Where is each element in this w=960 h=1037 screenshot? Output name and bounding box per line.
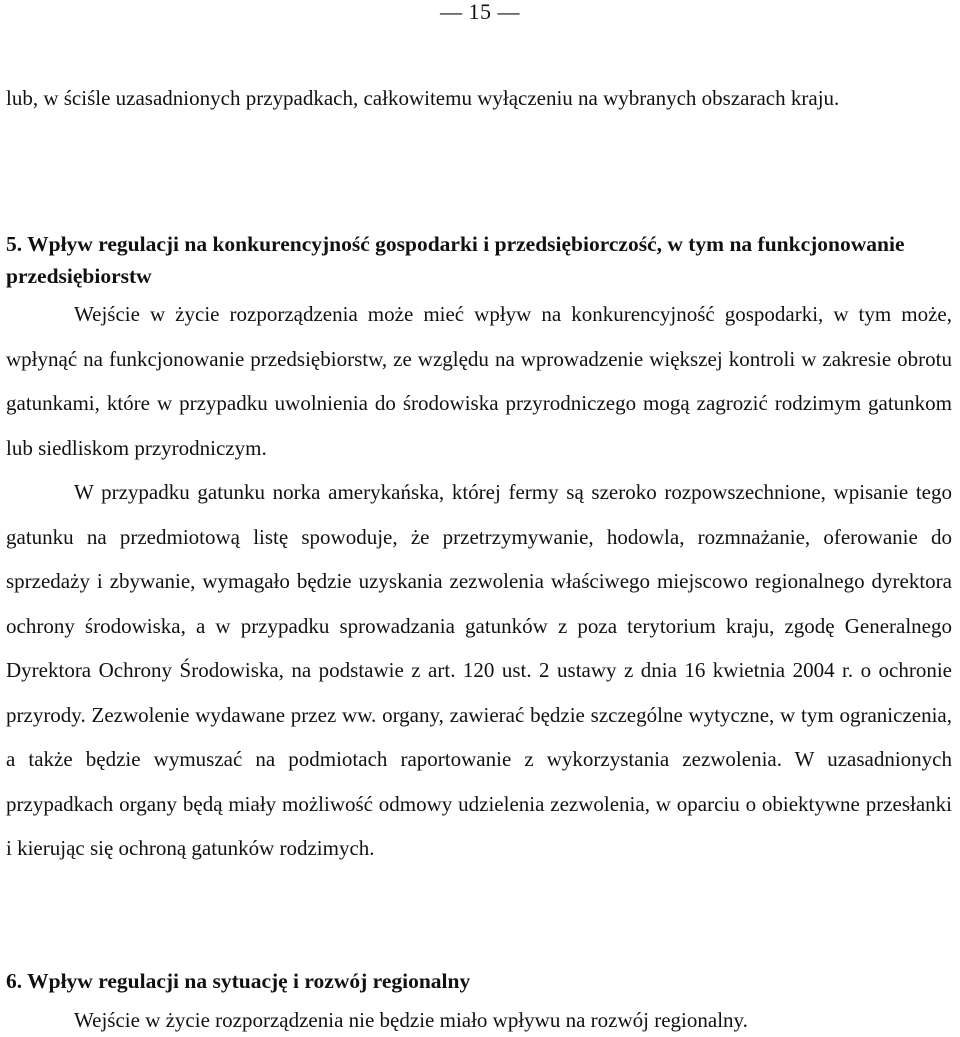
continuation-paragraph: lub, w ściśle uzasadnionych przypadkach, całkowitemu wyłączeniu na wybranych obszarach kraju. (6, 86, 840, 110)
page-number: — 15 — (440, 0, 520, 24)
section-5-heading: 5. Wpływ regulacji na konkurencyjność gospodarki i przedsiębiorczość, w tym na funkcjonowanie przedsiębiorstw (6, 232, 905, 288)
section-6-paragraph-1: Wejście w życie rozporządzenia nie będzie miało wpływu na rozwój regionalny. (74, 1008, 748, 1032)
section-6-heading: 6. Wpływ regulacji na sytuację i rozwój regionalny (6, 969, 471, 993)
section-5-paragraph-2: W przypadku gatunku norka amerykańska, której fermy są szeroko rozpowszechnione, wpisanie tego gatunku na przedmiotową listę spowoduje, że przetrzymywanie, hodowla, rozmnażanie, oferowanie do sprzedaży i zbywanie, wymagało będzie uzyskania zezwolenia właściwego miejscowo regionalnego dyrektora ochrony środowiska, a w przypadku sprowadzania gatunków z poza terytorium kraju, zgodę Generalnego Dyrektora Ochrony Środowiska, na podstawie z art. 120 ust. 2 ustawy z dnia 16 kwietnia 2004 r. o ochronie przyrody. Zezwolenie wydawane przez ww. organy, zawierać będzie szczególne wytyczne, w tym ograniczenia, a także będzie wymuszać na podmiotach raportowanie z wykorzystania zezwolenia. W uzasadnionych przypadkach organy będą miały możliwość odmowy udzielenia zezwolenia, w oparciu o obiektywne przesłanki i kierując się ochroną gatunków rodzimych. (6, 480, 952, 860)
section-5-paragraph-1: Wejście w życie rozporządzenia może mieć wpływ na konkurencyjność gospodarki, w tym może, wpłynąć na funkcjonowanie przedsiębiorstw, ze względu na wprowadzenie większej kontroli w zakresie obrotu gatunkami, które w przypadku uwolnienia do środowiska przyrodniczego mogą zagrozić rodzimym gatunkom lub siedliskom przyrodniczym. (6, 302, 952, 460)
section-5-body (6, 292, 952, 871)
